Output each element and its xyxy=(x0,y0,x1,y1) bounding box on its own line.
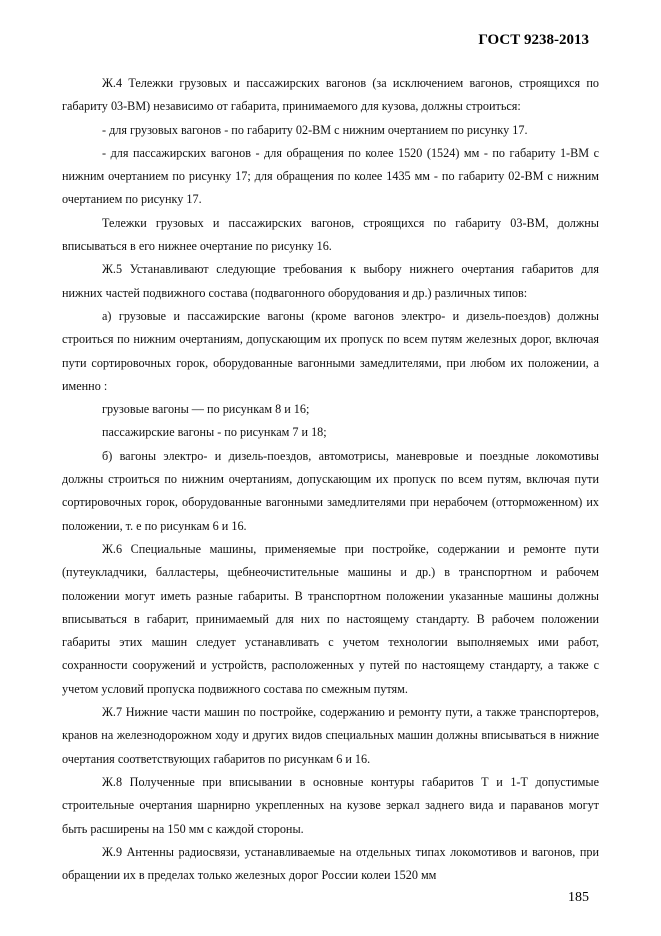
page-number: 185 xyxy=(568,890,589,905)
paragraph-zh9: Ж.9 Антенны радиосвязи, устанавливаемые на отдельных типах локомотивов и вагонов, при обращении их в пределах только железных дорог России колеи 1520 мм xyxy=(62,844,599,883)
paragraph-freight-bogies: - для грузовых вагонов - по габариту 02-ВМ с нижним очертанием по рисунку 17. xyxy=(102,122,528,137)
paragraph-zh5-a: а) грузовые и пассажирские вагоны (кроме вагонов электро- и дизель-поездов) должны строиться по нижним очертаниям, допускающим их пропуск по всем путям железных дорог, включая пути сортировочных горок, оборудованные вагонными замедлителями, при любом их положении, а именно : xyxy=(62,308,599,393)
paragraph-zh8: Ж.8 Полученные при вписывании в основные контуры габаритов Т и 1-Т допустимые строительные очертания шарнирно укрепленных на кузове зеркал заднего вида и параванов могут быть расширены на 150 мм с каждой стороны. xyxy=(62,774,599,836)
paragraph-zh6: Ж.6 Специальные машины, применяемые при постройке, содержании и ремонте пути (путеукладчики, балластеры, щебнеочистительные машины и др.) в транспортном и рабочем положении могут иметь разные габариты. В транспортном положении указанные машины должны вписываться в габарит, принимаемый для них по настоящему стандарту. В рабочем положении габариты этих машин следует устанавливать с учетом технологии выполняемых ими работ, сохранности сооружений и устройств, расположенных у путей по настоящему стандарту, а также с учетом условий пропуска подвижного состава по смежным путям. xyxy=(62,541,599,696)
paragraph-passenger-bogies: - для пассажирских вагонов - для обращения по колее 1520 (1524) мм - по габариту 1-ВМ с нижним очертанием по рисунку 17; для обращения по колее 1435 мм - по габариту 02-ВМ с нижним очертанием по рисунку 17. xyxy=(62,145,599,207)
document-body xyxy=(62,72,599,887)
paragraph-03vm-bogies: Тележки грузовых и пассажирских вагонов, строящихся по габариту 03-ВМ, должны вписываться в его нижнее очертание по рисунку 16. xyxy=(62,215,599,254)
paragraph-freight-figures: грузовые вагоны — по рисункам 8 и 16; xyxy=(102,402,310,417)
paragraph-zh4: Ж.4 Тележки грузовых и пассажирских вагонов (за исключением вагонов, строящихся по габариту 03-ВМ) независимо от габарита, принимаемого для кузова, должны строиться: xyxy=(62,76,599,114)
paragraph-passenger-figures: пассажирские вагоны - по рисункам 7 и 18; xyxy=(102,425,327,440)
paragraph-zh5: Ж.5 Устанавливают следующие требования к выбору нижнего очертания габаритов для нижних частей подвижного состава (подвагонного оборудования и др.) различных типов: xyxy=(62,262,599,300)
standard-code-header: ГОСТ 9238-2013 xyxy=(478,32,589,48)
paragraph-zh7: Ж.7 Нижние части машин по постройке, содержанию и ремонту пути, а также транспортеров, кранов на железнодорожном ходу и других видов специальных машин должны вписываться в нижние очертания соответствующих габаритов по рисункам 6 и 16. xyxy=(62,705,599,766)
paragraph-zh5-b: б) вагоны электро- и дизель-поездов, автомотрисы, маневровые и поездные локомотивы должны строиться по нижним очертаниям, допускающим их пропуск по всем путям, включая пути сортировочных горок, оборудованные вагонными замедлителями при нерабочем (отторможенном) их положении, т. е по рисункам 6 и 16. xyxy=(62,448,599,533)
